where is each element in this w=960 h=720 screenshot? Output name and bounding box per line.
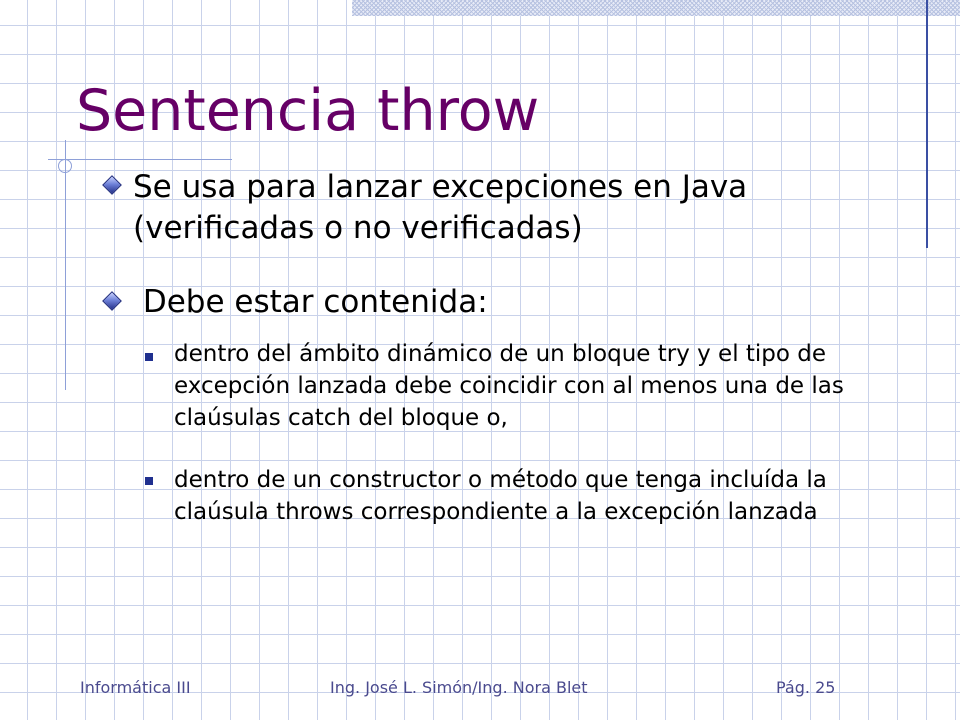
diamond-bullet-icon: [102, 175, 122, 195]
bullet-l2-text: dentro de un constructor o método que tenga incluída la claúsula throws correspondiente a la excepción lanzada: [174, 467, 827, 525]
title-underline: [48, 159, 232, 160]
decorative-vertical-line: [65, 140, 66, 390]
accent-vertical-line: [926, 0, 928, 248]
decorative-circle: [58, 159, 72, 173]
square-bullet-icon: [145, 353, 153, 361]
bullet-l1-text: Debe estar contenida:: [133, 284, 488, 320]
hatched-header-band: [352, 0, 960, 16]
square-bullet-icon: [145, 477, 153, 485]
slide-title: Sentencia throw: [76, 78, 540, 144]
footer-page-number: Pág. 25: [776, 678, 836, 697]
footer-authors: Ing. José L. Simón/Ing. Nora Blet: [330, 678, 588, 697]
diamond-bullet-icon: [102, 291, 122, 311]
bullet-l2-text: dentro del ámbito dinámico de un bloque try y el tipo de excepción lanzada debe coincidir con al menos una de las claúsulas catch del bloque o,: [174, 341, 844, 431]
footer-course: Informática III: [80, 678, 191, 697]
bullet-l1-text: Se usa para lanzar excepciones en Java (verificadas o no verificadas): [133, 169, 748, 246]
